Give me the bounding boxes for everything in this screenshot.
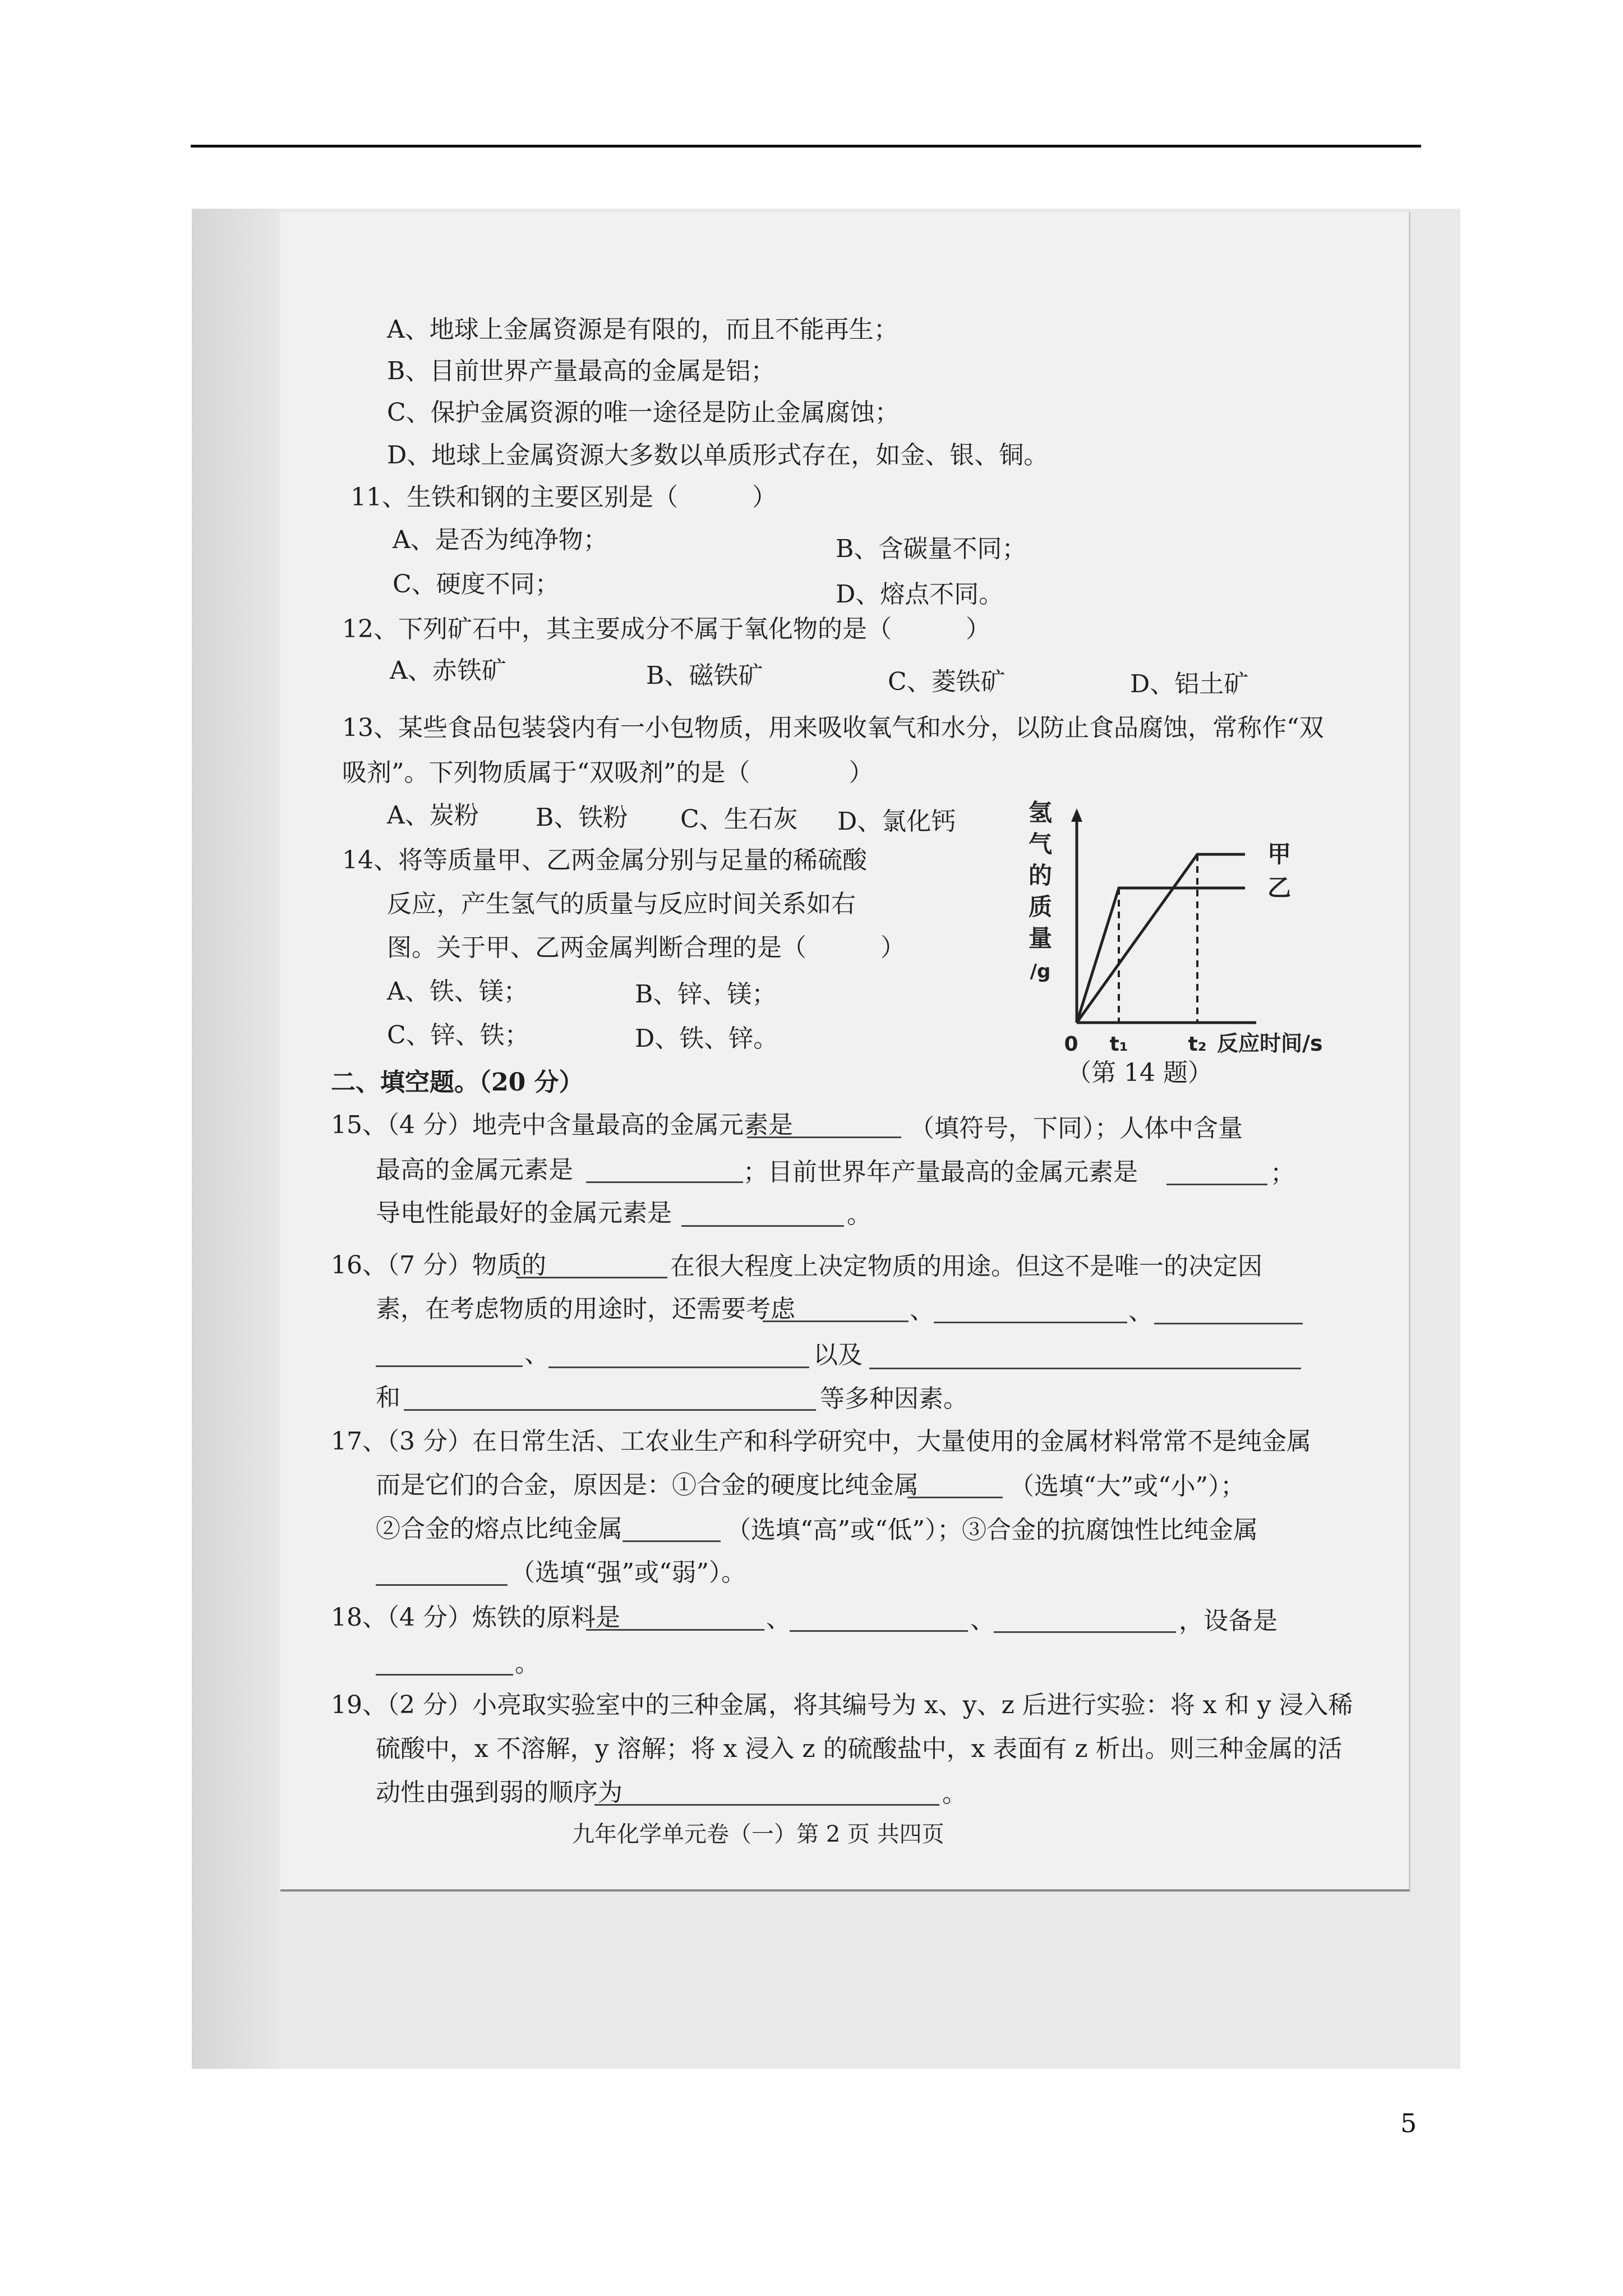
- q19-line2: 硫酸中，x 不溶解，y 溶解；将 x 浸入 z 的硫酸盐中，x 表面有 z 析出。则三种金属的活: [376, 1734, 1343, 1763]
- q16-blank-3[interactable]: [934, 1322, 1127, 1323]
- q16-line2-b: 、: [910, 1296, 934, 1324]
- q16-line4-b: 等多种因素。: [820, 1384, 968, 1413]
- q14-stem-line3: 图。关于甲、乙两金属判断合理的是（ ）: [387, 933, 905, 962]
- q16-line4-a: 和: [376, 1383, 400, 1412]
- q14-option-a: A、铁、镁；: [387, 977, 528, 1006]
- q13-stem-line2: 吸剂”。下列物质属于“双吸剂”的是（ ）: [342, 758, 874, 787]
- q19-blank-1[interactable]: [594, 1804, 939, 1806]
- q18-line2: 。: [515, 1649, 540, 1678]
- q11-option-d: D、熔点不同。: [836, 580, 1004, 609]
- q14-option-b: B、锌、镁；: [635, 980, 777, 1009]
- q18-blank-2[interactable]: [790, 1630, 968, 1632]
- series-label: 甲: [1267, 840, 1292, 868]
- q15-line2-c: ；: [1270, 1159, 1295, 1188]
- series-label: 乙: [1267, 874, 1292, 901]
- q17-line3-b: （选填“高”或“低”）；③合金的抗腐蚀性比纯金属: [726, 1516, 1258, 1544]
- q15-blank-4[interactable]: [681, 1225, 844, 1227]
- q16-blank-8[interactable]: [404, 1409, 816, 1411]
- q12-option-a: A、赤铁矿: [390, 656, 506, 685]
- q15-line1-b: （填符号，下同）；人体中含量: [910, 1114, 1243, 1143]
- y-axis-label-char: 量: [1028, 924, 1053, 952]
- q14-stem-line2: 反应，产生氢气的质量与反应时间关系如右: [387, 890, 856, 918]
- q18-line1-b: 、: [766, 1604, 791, 1633]
- x-tick-label: t₂: [1188, 1033, 1207, 1056]
- q14-option-d: D、铁、锌。: [635, 1024, 778, 1053]
- q15-line2-a: 最高的金属元素是: [376, 1156, 573, 1184]
- q18-line1-d: ，设备是: [1179, 1607, 1278, 1635]
- q10-option-a: A、地球上金属资源是有限的，而且不能再生；: [387, 315, 898, 344]
- q12-option-d: D、铝土矿: [1130, 670, 1249, 698]
- q16-blank-2[interactable]: [763, 1320, 909, 1322]
- y-axis-label-char: 质: [1028, 893, 1053, 921]
- q13-option-b: B、铁粉: [536, 803, 628, 832]
- q17-line2-a: 而是它们的合金，原因是：①合金的硬度比纯金属: [376, 1471, 919, 1499]
- header-rule: [191, 145, 1421, 148]
- q13-option-a: A、炭粉: [387, 801, 479, 830]
- q15-line2-b: ；目前世界年产量最高的金属元素是: [743, 1158, 1138, 1186]
- y-axis-label-char: 气: [1028, 830, 1053, 858]
- q16-blank-1[interactable]: [516, 1277, 667, 1278]
- series-line-yi: [1077, 888, 1245, 1023]
- q16-blank-6[interactable]: [548, 1366, 809, 1368]
- x-axis-label: 反应时间/s: [1217, 1031, 1323, 1056]
- q13-option-d: D、氯化钙: [837, 807, 956, 836]
- q16-blank-7[interactable]: [869, 1368, 1301, 1369]
- q15-blank-1[interactable]: [747, 1137, 901, 1138]
- q17-line4: （选填“强”或“弱”）。: [510, 1558, 746, 1587]
- q15-blank-3[interactable]: [1166, 1184, 1267, 1185]
- q19-line3-b: 。: [942, 1779, 967, 1808]
- q16-line2-a: 素，在考虑物质的用途时，还需要考虑: [376, 1295, 795, 1323]
- y-axis-label-unit: /g: [1030, 960, 1051, 983]
- q17-line1: 17、（3 分）在日常生活、工农业生产和科学研究中，大量使用的金属材料常常不是纯金属: [331, 1427, 1311, 1456]
- q18-line1-c: 、: [970, 1605, 995, 1634]
- q17-blank-1[interactable]: [907, 1497, 1003, 1498]
- q11-option-b: B、含碳量不同；: [836, 535, 1027, 563]
- q16-blank-4[interactable]: [1154, 1323, 1303, 1324]
- q18-blank-1[interactable]: [586, 1629, 764, 1631]
- q11-stem: 11、生铁和钢的主要区别是（ ）: [351, 483, 777, 512]
- q16-line3-a: 、: [524, 1340, 549, 1368]
- q10-option-c: C、保护金属资源的唯一途径是防止金属腐蚀；: [387, 398, 900, 427]
- q17-blank-2[interactable]: [623, 1540, 721, 1542]
- q10-option-d: D、地球上金属资源大多数以单质形式存在，如金、银、铜。: [387, 441, 1049, 470]
- q16-line2-c: 、: [1128, 1297, 1153, 1326]
- exam-paper: [280, 212, 1410, 1892]
- q16-blank-5[interactable]: [376, 1365, 523, 1367]
- x-tick-label: t₁: [1109, 1033, 1128, 1056]
- q19-line1: 19、（2 分）小亮取实验室中的三种金属，将其编号为 x、y、z 后进行实验：将 x 和 y 浸入稀: [331, 1691, 1353, 1719]
- q16-line1-a: 16、（7 分）物质的: [331, 1251, 546, 1280]
- q10-option-b: B、目前世界产量最高的金属是铝；: [387, 357, 776, 385]
- y-axis-label-char: 氢: [1028, 799, 1053, 826]
- q11-option-c: C、硬度不同；: [393, 570, 560, 599]
- q16-line3-b: 以及: [813, 1341, 863, 1369]
- q12-stem: 12、下列矿石中，其主要成分不属于氧化物的是（ ）: [342, 615, 990, 643]
- q15-line3-a: 导电性能最好的金属元素是: [376, 1199, 672, 1227]
- q18-line1-a: 18、（4 分）炼铁的原料是: [331, 1603, 620, 1632]
- section-2-title: 二、填空题。（20 分）: [331, 1068, 584, 1097]
- scan-shadow: [192, 209, 279, 2069]
- y-axis-label-char: 的: [1028, 862, 1053, 889]
- q17-line3-a: ②合金的熔点比纯金属: [376, 1515, 623, 1543]
- q13-stem-line1: 13、某些食品包装袋内有一小包物质，用来吸收氧气和水分，以防止食品腐蚀，常称作“双: [342, 714, 1324, 742]
- q14-chart: [1009, 798, 1357, 1062]
- q14-stem-line1: 14、将等质量甲、乙两金属分别与足量的稀硫酸: [342, 846, 867, 875]
- q15-line3-b: 。: [847, 1200, 872, 1229]
- page-number: 5: [1400, 2108, 1417, 2138]
- q17-line2-b: （选填“大”或“小”）；: [1009, 1472, 1245, 1501]
- y-axis-arrow: [1071, 808, 1082, 822]
- q15-blank-2[interactable]: [586, 1181, 743, 1183]
- q11-option-a: A、是否为纯净物；: [393, 526, 608, 554]
- q14-chart-caption: （第 14 题）: [1067, 1059, 1212, 1087]
- q15-line1-a: 15、（4 分）地壳中含量最高的金属元素是: [331, 1111, 793, 1139]
- q19-line3-a: 动性由强到弱的顺序为: [376, 1778, 623, 1807]
- q17-blank-3[interactable]: [376, 1584, 508, 1586]
- exam-footer: 九年化学单元卷（一）第 2 页 共四页: [572, 1821, 944, 1847]
- q12-option-c: C、菱铁矿: [888, 668, 1006, 696]
- q18-blank-4[interactable]: [376, 1674, 513, 1676]
- q14-option-c: C、锌、铁；: [387, 1021, 529, 1050]
- x-tick-label: 0: [1064, 1033, 1078, 1056]
- q12-option-b: B、磁铁矿: [646, 661, 763, 690]
- q13-option-c: C、生石灰: [680, 805, 798, 834]
- q16-line1-b: 在很大程度上决定物质的用途。但这不是唯一的决定因: [670, 1252, 1262, 1281]
- q18-blank-3[interactable]: [994, 1631, 1176, 1633]
